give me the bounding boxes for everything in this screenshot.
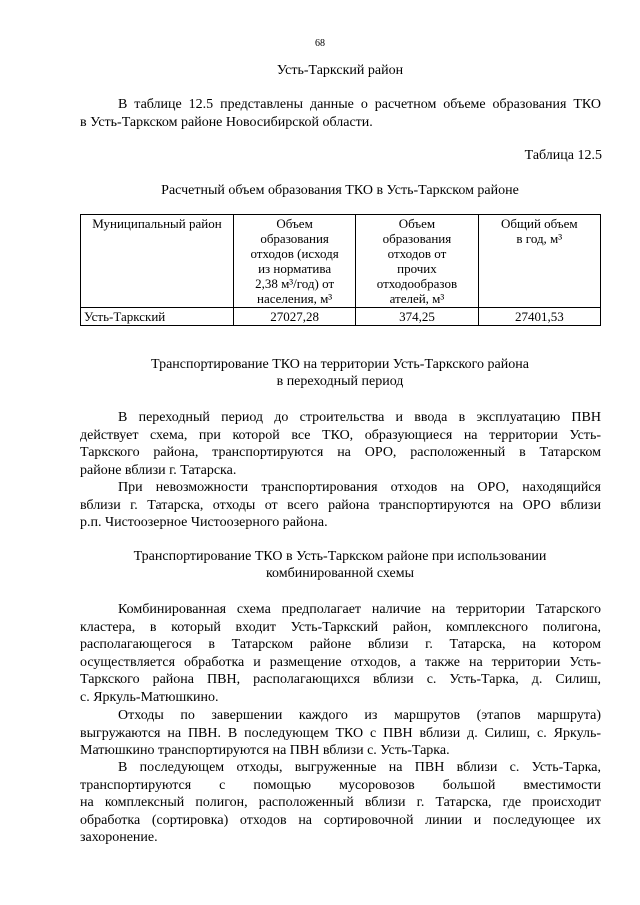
paragraph-line: В последующем отходы, выгруженные на ПВН вблизи с. Усть-Тарка, xyxy=(118,760,601,775)
intro-paragraph xyxy=(80,96,601,131)
heading-line: Транспортирование ТКО в Усть-Таркском районе при использовании xyxy=(133,549,547,564)
paragraph-line: вблизи г. Татарска, отходы от всего района транспортируются на ОРО вблизи xyxy=(80,497,601,513)
heading-combined-scheme xyxy=(80,548,600,582)
paragraph-line: В переходный период до строительства и ввода в эксплуатацию ПВН xyxy=(118,410,601,425)
column-header-total-volume: Общий объем в год, м³ xyxy=(478,215,600,308)
heading-transitional-period xyxy=(80,356,600,390)
page-number: 68 xyxy=(315,38,325,49)
paragraph-line: р.п. Чистоозерное Чистоозерного района. xyxy=(80,515,328,531)
paragraph-landfill-transport xyxy=(80,759,601,847)
paragraph-combined-scheme xyxy=(80,601,601,707)
intro-line: в Усть-Таркском районе Новосибирской области. xyxy=(80,114,373,130)
intro-line: В таблице 12.5 представлены данные о расчетном объеме образования ТКО xyxy=(118,97,601,112)
table-row xyxy=(81,308,601,326)
paragraph-line: транспортируются с помощью мусоровозов большой вместимости xyxy=(80,777,601,793)
paragraph-line: выгружаются на ПВН. В последующем ТКО с ПВН вблизи д. Силиш, с. Яркуль- xyxy=(80,725,601,741)
paragraph-line: Таркского района ПВН, располагающихся вблизи с. Усть-Тарка, д. Силиш, xyxy=(80,672,601,688)
table-cell: Усть-Таркский xyxy=(81,308,234,326)
paragraph-line: Отходы по завершении каждого из маршрутов (этапов маршрута) xyxy=(118,708,601,723)
paragraph-line: Комбинированная схема предполагает наличие на территории Татарского xyxy=(118,602,601,617)
section-title: Усть-Таркский район xyxy=(276,63,404,78)
paragraph-line: располагающегося в Татарском районе вблизи г. Татарска, на котором xyxy=(80,637,601,653)
table-cell: 374,25 xyxy=(356,308,478,326)
paragraph-line: осуществляется обработка и размещение отходов, а также на территории Усть- xyxy=(80,654,601,670)
paragraph-route-unloading xyxy=(80,707,601,760)
heading-line: Транспортирование ТКО на территории Усть-Таркского района xyxy=(151,357,529,372)
paragraph-line: Матюшкино транспортируются на ПВН вблизи с. Усть-Тарка. xyxy=(80,743,450,759)
paragraph-line: захоронение. xyxy=(80,830,158,846)
paragraph-line: обработка (сортировка) отходов на сортировочной линии и последующее их xyxy=(80,812,601,828)
table-caption: Расчетный объем образования ТКО в Усть-Таркском районе xyxy=(161,183,519,198)
waste-volume-table xyxy=(80,214,601,326)
column-header-municipality: Муниципальный район xyxy=(81,215,234,308)
paragraph-line: с. Яркуль-Матюшкино. xyxy=(80,689,219,705)
paragraph-line: Таркского района, транспортируются на ОРО, расположенный в Татарском xyxy=(80,445,601,461)
column-header-other-volume: Объем образования отходов от прочих отходообразов ателей, м³ xyxy=(356,215,478,308)
paragraph-alternative-route xyxy=(80,479,601,532)
paragraph-line: действует схема, при которой все ТКО, образующиеся на территории Усть- xyxy=(80,427,601,443)
table-label: Таблица 12.5 xyxy=(524,148,602,163)
paragraph-line: При невозможности транспортирования отходов на ОРО, находящийся xyxy=(118,480,601,495)
heading-line: комбинированной схемы xyxy=(265,566,415,581)
paragraph-transitional-scheme xyxy=(80,409,601,479)
paragraph-line: кластера, в который входит Усть-Таркский район, комплексного полигона, xyxy=(80,619,601,635)
column-header-population-volume: Объем образования отходов (исходя из норматива 2,38 м³/год) от населения, м³ xyxy=(233,215,355,308)
table-header-row xyxy=(81,215,601,308)
table-cell: 27401,53 xyxy=(478,308,600,326)
table-cell: 27027,28 xyxy=(233,308,355,326)
heading-line: в переходный период xyxy=(276,374,404,389)
paragraph-line: на комплексный полигон, расположенный вблизи г. Татарска, где происходит xyxy=(80,795,601,811)
paragraph-line: районе вблизи г. Татарска. xyxy=(80,462,237,478)
